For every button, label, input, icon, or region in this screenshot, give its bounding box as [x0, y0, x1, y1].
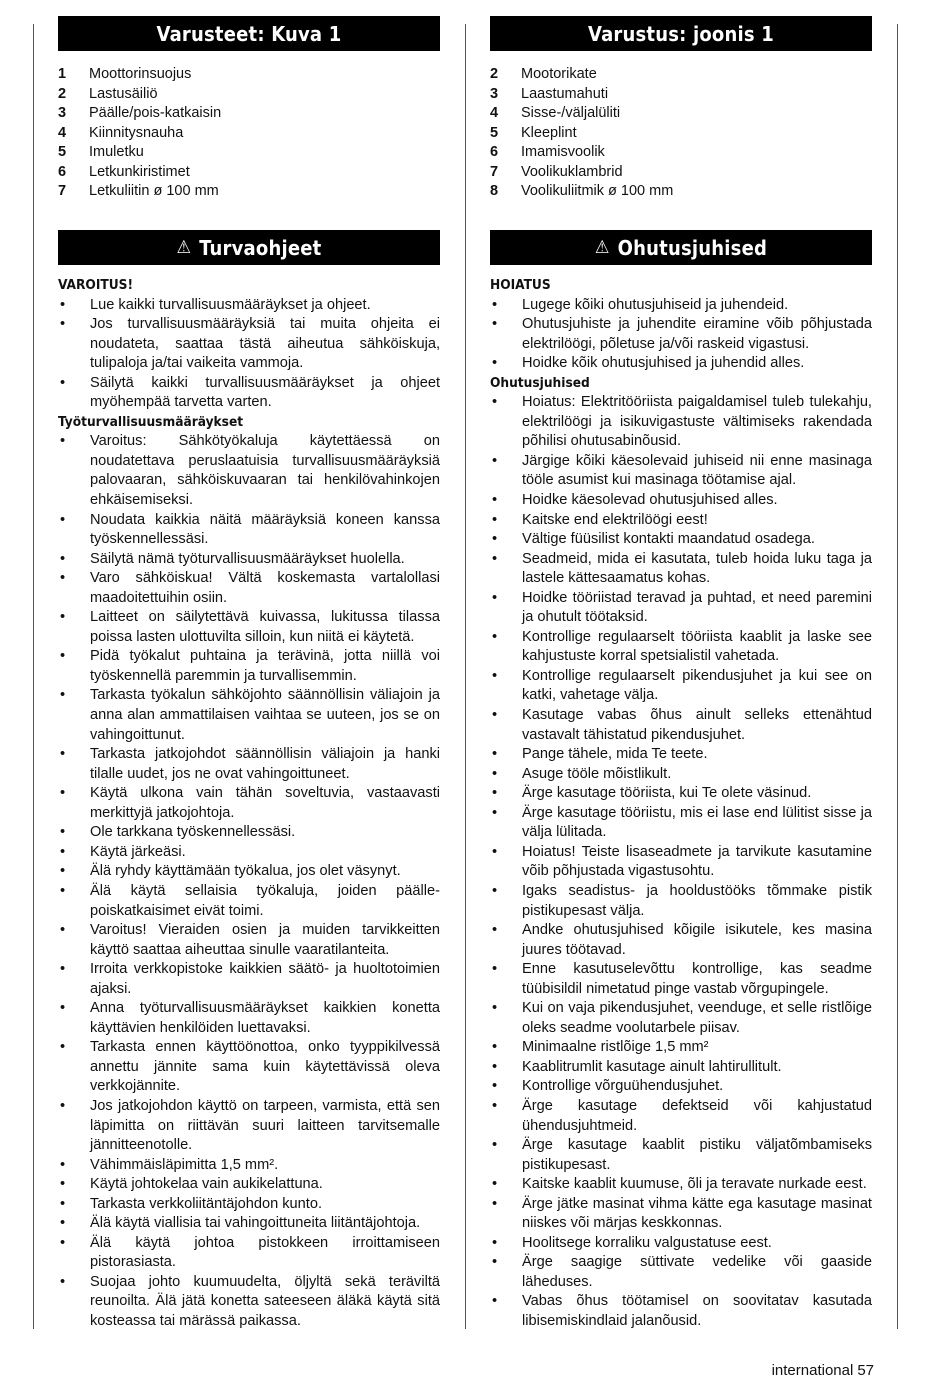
safety-bullet-item — [490, 296, 872, 316]
bullet-icon: • — [492, 1097, 498, 1114]
safety-bullet-text: Hoidke tööriistad teravad ja puhtad, et need paremini ja ohutult töötaksid. — [522, 589, 872, 626]
bullet-icon: • — [492, 785, 498, 802]
safety-bullet-item — [58, 374, 440, 413]
part-number: 7 — [58, 183, 67, 199]
part-number: 8 — [490, 183, 499, 199]
safety-bullet-item — [58, 882, 440, 921]
safety-bullet-text: Varoitus: Sähkötyökaluja käytettäessä on noudatettava peruslaatuisia turvallisuusmääräyksiä palovaaran, sähköiskuvaaran tai henkilövahinkojen ehkäisemiseksi. — [90, 433, 440, 509]
safety-bullet-text: Kaitske end elektrilöögi eest! — [522, 511, 708, 528]
warning-icon: ⚠ — [176, 237, 192, 258]
safety-bullet-text: Ohutusjuhiste ja juhendite eiramine võib põhjustada elektrilöögi, põletuse ja/või raskeid vigastusi. — [522, 316, 872, 352]
bullet-icon: • — [60, 550, 66, 567]
parts-list-item — [58, 143, 440, 163]
safety-bullet-item — [490, 882, 872, 921]
part-number: 4 — [490, 105, 499, 121]
bullet-icon: • — [492, 922, 498, 939]
safety-bullet-text: Vähimmäisläpimitta 1,5 mm². — [90, 1156, 279, 1173]
safety-bullet-text: Älä käytä johtoa pistokkeen irroittamiseen pistorasiasta. — [90, 1234, 440, 1271]
bullet-icon: • — [492, 1058, 498, 1075]
bullet-icon: • — [492, 882, 498, 899]
bullet-icon: • — [492, 961, 498, 978]
safety-bullet-item — [58, 1234, 440, 1273]
safety-bullet-text: Ärge kasutage tööriista, kui Te olete väsinud. — [522, 785, 812, 802]
safety-bullet-text: Varo sähköiskua! Vältä koskemasta vartalollasi maadoitettuihin osiin. — [90, 570, 440, 606]
safety-bullet-item — [58, 686, 440, 745]
safety-bullet-item — [58, 315, 440, 374]
safety-bullet-text: Käytä johtokelaa vain aukikelattuna. — [90, 1176, 323, 1193]
safety-bullet-item — [490, 804, 872, 843]
part-label: Moottorinsuojus — [89, 66, 192, 82]
bullet-icon: • — [60, 961, 66, 978]
bullet-icon: • — [60, 609, 66, 626]
part-number: 4 — [58, 124, 67, 141]
safety-bullet-text: Kontrollige regulaarselt tööriista kaablit ja laske see kahjustuste korral spetsialistil vahetada. — [522, 628, 872, 665]
bullet-icon: • — [492, 1137, 498, 1154]
bullet-icon: • — [492, 492, 498, 509]
parts-title: Varusteet: Kuva 1 — [156, 21, 342, 46]
parts-header — [58, 16, 440, 51]
safety-bullet-text: Hoidke käesolevad ohutusjuhised alles. — [522, 492, 778, 509]
safety-bullet-item — [490, 1195, 872, 1234]
safety-bullet-text: Pange tähele, mida Te teete. — [522, 746, 708, 763]
safety-bullet-text: Jos jatkojohdon käyttö on tarpeen, varmista, että sen läpimitta on riittävän suuri laitteen tarvitsemalle jännitteenotolle. — [90, 1097, 440, 1154]
part-number: 6 — [58, 163, 67, 180]
parts-list-item — [490, 104, 872, 124]
safety-bullet-text: Kontrollige võrguühendusjuhet. — [522, 1078, 724, 1095]
safety-bullet-item — [58, 960, 440, 999]
bullet-icon: • — [492, 1176, 498, 1193]
safety-bullet-item — [58, 1195, 440, 1215]
bullet-icon: • — [60, 570, 66, 587]
parts-title: Varustus: joonis 1 — [588, 21, 774, 46]
bullet-icon: • — [492, 667, 498, 684]
safety-bullet-item — [58, 608, 440, 647]
parts-list-item — [490, 163, 872, 183]
parts-list — [490, 65, 872, 202]
safety-bullet-text: Hoiatus: Elektritööriista paigaldamisel tuleb tulekahju, elektrilöögi ja isikuvigastuste vältimiseks rakendada põhilisi ohutusabinõusid. — [522, 394, 872, 450]
safety-bullet-text: Kaablitrumlit kasutage ainult lahtirullitult. — [522, 1058, 782, 1075]
safety-subheading: Ohutusjuhised — [490, 374, 590, 391]
safety-bullet-item — [490, 354, 872, 374]
parts-header — [490, 16, 872, 51]
safety-bullet-item — [490, 1175, 872, 1195]
right-margin-rule — [897, 24, 898, 1329]
safety-bullet-item — [490, 999, 872, 1038]
safety-bullet-text: Minimaalne ristlõige 1,5 mm² — [522, 1039, 709, 1056]
safety-bullet-text: Varoitus! Vieraiden osien ja muiden tarvikkeitten käyttö saattaa aiheuttaa sinulle vaaratilanteita. — [90, 922, 440, 958]
safety-bullet-item — [490, 452, 872, 491]
part-number: 7 — [490, 163, 499, 180]
safety-bullet-text: Ärge kasutage defektseid või kahjustatud ühendusjuhtmeid. — [522, 1097, 872, 1134]
safety-bullet-item — [58, 823, 440, 843]
safety-bullet-text: Kui on vaja pikendusjuhet, veenduge, et selle ristlõige oleks seadme voolutarbele piisav. — [522, 1000, 872, 1036]
bullet-icon: • — [60, 922, 66, 939]
safety-bullet-item — [490, 315, 872, 354]
page-number: 57 — [857, 1362, 874, 1379]
safety-bullet-item — [58, 569, 440, 608]
safety-bullet-item — [58, 1038, 440, 1097]
part-label: Lastusäiliö — [89, 85, 158, 102]
bullet-icon: • — [492, 316, 498, 333]
bullet-icon: • — [60, 1273, 66, 1290]
safety-bullet-item — [490, 921, 872, 960]
bullet-icon: • — [492, 1234, 498, 1251]
safety-bullet-text: Suojaa johto kuumuudelta, öljyltä sekä teräviltä reunoilta. Älä jätä konetta sateeseen äläkä käytä sitä kosteassa tai märässä paikassa. — [90, 1273, 440, 1329]
safety-bullet-text: Seadmeid, mida ei kasutata, tuleb hoida luku taga ja lastele kättesaamatus kohas. — [522, 550, 872, 587]
bullet-icon: • — [492, 1000, 498, 1017]
parts-list-item — [490, 143, 872, 163]
safety-header — [490, 230, 872, 265]
part-label: Voolikuklambrid — [521, 163, 623, 180]
safety-bullet-item — [490, 706, 872, 745]
bullet-icon: • — [60, 1215, 66, 1232]
bullet-icon: • — [492, 452, 498, 469]
part-label: Sisse-/väljalüliti — [521, 105, 621, 121]
left-margin-rule — [33, 24, 34, 1329]
safety-bullet-item — [58, 1214, 440, 1234]
bullet-icon: • — [60, 511, 66, 528]
safety-bullet-item — [58, 550, 440, 570]
part-label: Kleeplint — [521, 124, 577, 141]
parts-list-item — [58, 163, 440, 183]
safety-bullet-text: Tarkasta verkkoliitäntäjohdon kunto. — [90, 1195, 323, 1212]
safety-bullet-text: Hoiatus! Teiste lisaseadmete ja tarvikute kasutamine võib põhjustada vigastusohtu. — [522, 843, 872, 880]
safety-bullet-item — [58, 1273, 440, 1332]
safety-bullet-item — [490, 745, 872, 765]
safety-bullet-item — [58, 511, 440, 550]
safety-subheading: HOIATUS — [490, 277, 551, 293]
center-rule — [465, 24, 466, 1329]
safety-bullet-item — [58, 1097, 440, 1156]
safety-bullet-text: Säilytä kaikki turvallisuusmääräykset ja ohjeet myöhempää tarvetta varten. — [90, 374, 440, 411]
safety-bullet-text: Tarkasta jatkojohdot säännöllisin väliajoin ja hanki tilalle uudet, jos ne ovat vahingoittuneet. — [90, 746, 440, 782]
safety-bullet-item — [58, 1156, 440, 1176]
safety-bullet-text: Älä ryhdy käyttämään työkalua, jos olet väsynyt. — [90, 863, 401, 880]
bullet-icon: • — [492, 511, 498, 528]
safety-bullet-text: Anna työturvallisuusmääräykset kaikkien konetta käyttävien henkilöiden luettavaksi. — [90, 1000, 440, 1036]
safety-bullet-text: Säilytä nämä työturvallisuusmääräykset huolella. — [90, 550, 405, 567]
bullet-icon: • — [60, 843, 66, 860]
safety-bullet-text: Ärge kasutage tööriistu, mis ei lase end lülitist sisse ja välja lülitada. — [522, 804, 872, 841]
bullet-icon: • — [60, 785, 66, 802]
safety-bullet-text: Enne kasutuselevõttu kontrollige, kas seadme tüübisildil nimetatud pinge vastab võrgupingele. — [522, 961, 872, 997]
safety-bullet-text: Andke ohutusjuhised kõigile isikutele, kes masina juures töötavad. — [522, 922, 872, 958]
safety-title: Turvaohjeet — [199, 235, 322, 260]
part-label: Päälle/pois-katkaisin — [89, 105, 222, 121]
safety-bullet-item — [58, 862, 440, 882]
safety-bullet-text: Laitteet on säilytettävä kuivassa, lukitussa tilassa poissa lasten ulottuvilta silloin, kun niitä ei käytetä. — [90, 609, 440, 645]
safety-bullet-text: Älä käytä sellaisia työkaluja, joiden päälle-poiskatkaisimet eivät toimi. — [90, 882, 440, 919]
bullet-icon: • — [60, 374, 66, 391]
bullet-icon: • — [60, 863, 66, 880]
safety-bullet-text: Irroita verkkopistoke kaikkien säätö- ja huoltotoimien ajaksi. — [90, 961, 440, 997]
safety-bullet-item — [490, 491, 872, 511]
warning-icon: ⚠ — [594, 237, 610, 258]
safety-bullet-item — [490, 1136, 872, 1175]
safety-bullet-item — [490, 784, 872, 804]
safety-bullet-item — [58, 999, 440, 1038]
safety-bullet-text: Noudata kaikkia näitä määräyksiä koneen kanssa työskennellessäsi. — [90, 511, 440, 548]
safety-bullet-item — [490, 1058, 872, 1078]
parts-list-item — [58, 65, 440, 85]
bullet-icon: • — [492, 1195, 498, 1212]
safety-bullet-item — [490, 1234, 872, 1254]
bullet-icon: • — [492, 765, 498, 782]
safety-bullet-item — [58, 745, 440, 784]
safety-bullet-text: Kasutage vabas õhus ainult selleks ettenähtud vastavalt tähistatud pikendusjuhet. — [522, 707, 872, 743]
parts-list-item — [58, 104, 440, 124]
bullet-icon: • — [60, 746, 66, 763]
safety-bullet-item — [490, 1038, 872, 1058]
safety-bullet-item — [490, 511, 872, 531]
safety-bullet-text: Igaks seadistus- ja hooldustööks tõmmake pistik pistikupesast välja. — [522, 882, 872, 919]
safety-bullet-text: Käytä järkeäsi. — [90, 843, 186, 860]
part-number: 1 — [58, 66, 67, 82]
part-label: Imuletku — [89, 144, 144, 160]
safety-bullet-item — [58, 784, 440, 823]
bullet-icon: • — [60, 296, 66, 313]
safety-subheading: Työturvallisuusmääräykset — [58, 413, 244, 430]
bullet-icon: • — [492, 589, 498, 606]
part-label: Letkunkiristimet — [89, 163, 190, 180]
bullet-icon: • — [60, 433, 66, 450]
bullet-icon: • — [492, 746, 498, 763]
bullet-icon: • — [60, 1176, 66, 1193]
bullet-icon: • — [492, 355, 498, 372]
bullet-icon: • — [60, 882, 66, 899]
bullet-icon: • — [60, 824, 66, 841]
safety-bullet-item — [58, 647, 440, 686]
safety-header — [58, 230, 440, 265]
bullet-icon: • — [492, 1293, 498, 1310]
parts-list — [58, 65, 440, 202]
parts-list-item — [58, 85, 440, 105]
left-column — [58, 16, 440, 202]
safety-bullet-item — [490, 589, 872, 628]
bullet-icon: • — [492, 531, 498, 548]
part-number: 2 — [58, 85, 67, 102]
bullet-icon: • — [492, 628, 498, 645]
right-column — [490, 16, 872, 202]
bullet-icon: • — [492, 1254, 498, 1271]
safety-bullet-text: Pidä työkalut puhtaina ja terävinä, jotta niillä voi työskennellä paremmin ja turvallisemmin. — [90, 648, 440, 684]
safety-title: Ohutusjuhised — [617, 235, 768, 260]
safety-bullet-text: Lue kaikki turvallisuusmääräykset ja ohjeet. — [90, 296, 371, 313]
safety-bullet-text: Tarkasta ennen käyttöönottoa, onko tyyppikilvessä annettu jännite sama kuin käytettävissä oleva verkkojännite. — [90, 1039, 440, 1095]
bullet-icon: • — [492, 1078, 498, 1095]
bullet-icon: • — [60, 1097, 66, 1114]
safety-bullet-item — [490, 628, 872, 667]
parts-list-item — [490, 124, 872, 144]
safety-bullet-text: Kontrollige regulaarselt pikendusjuhet ja kui see on katki, vahetage välja. — [522, 667, 872, 704]
safety-bullet-item — [490, 843, 872, 882]
safety-bullet-text: Tarkasta työkalun sähköjohto säännöllisin väliajoin ja anna alan ammattilaisen vaihtaa se uuteen, jos se on vahingoittunut. — [90, 687, 440, 743]
safety-subheading: VAROITUS! — [58, 277, 134, 293]
safety-bullet-text: Kaitske kaablit kuumuse, õli ja teravate nurkade eest. — [522, 1176, 867, 1193]
part-number: 3 — [490, 85, 499, 102]
safety-bullet-text: Lugege kõiki ohutusjuhiseid ja juhendeid. — [522, 296, 789, 313]
safety-bullet-text: Hoolitsege korraliku valgustatuse eest. — [522, 1234, 772, 1251]
safety-bullet-text: Käytä ulkona vain tähän soveltuvia, vastaavasti merkittyjä jatkojohtoja. — [90, 785, 440, 821]
bullet-icon: • — [60, 316, 66, 333]
bullet-icon: • — [60, 1156, 66, 1173]
safety-bullet-item — [490, 1097, 872, 1136]
safety-bullet-text: Ärge jätke masinat vihma kätte ega kasutage masinat niiskes või märjas keskkonnas. — [522, 1195, 872, 1232]
bullet-icon: • — [60, 1195, 66, 1212]
safety-bullet-item — [490, 550, 872, 589]
part-number: 5 — [490, 124, 499, 141]
safety-bullet-item — [490, 1292, 872, 1331]
bullet-icon: • — [492, 1039, 498, 1056]
parts-list-item — [490, 65, 872, 85]
safety-bullet-text: Jos turvallisuusmääräyksiä tai muita ohjeita ei noudateta, saattaa tästä aiheutua sähköiskuja, tulipaloja ja/tai vaikeita vammoja. — [90, 316, 440, 372]
safety-bullet-text: Järgige kõiki käesolevaid juhiseid nii enne masinaga tööle asumist kui masinaga töötamise ajal. — [522, 452, 872, 489]
safety-bullet-item — [490, 393, 872, 452]
parts-list-item — [490, 182, 872, 202]
safety-bullet-item — [58, 843, 440, 863]
safety-bullet-item — [58, 432, 440, 510]
safety-bullet-item — [490, 530, 872, 550]
part-label: Laastumahuti — [521, 85, 609, 102]
bullet-icon: • — [492, 707, 498, 724]
safety-bullet-text: Ole tarkkana työskennellessäsi. — [90, 824, 296, 841]
safety-bullet-text: Älä käytä viallisia tai vahingoittuneita liitäntäjohtoja. — [90, 1215, 421, 1232]
part-number: 3 — [58, 105, 67, 121]
part-label: Mootorikate — [521, 66, 597, 82]
safety-text — [490, 276, 872, 1332]
left-safety-section — [58, 230, 440, 1332]
safety-bullet-item — [58, 1175, 440, 1195]
part-number: 2 — [490, 66, 499, 82]
bullet-icon: • — [492, 296, 498, 313]
safety-bullet-item — [490, 667, 872, 706]
safety-bullet-text: Ärge saagige süttivate vedelike või gaaside läheduses. — [522, 1254, 872, 1290]
parts-list-item — [490, 85, 872, 105]
bullet-icon: • — [492, 394, 498, 411]
safety-bullet-item — [490, 1077, 872, 1097]
part-number: 5 — [58, 144, 67, 160]
bullet-icon: • — [60, 1039, 66, 1056]
bullet-icon: • — [492, 550, 498, 567]
safety-bullet-item — [58, 921, 440, 960]
safety-bullet-text: Vältige füüsilist kontakti maandatud osadega. — [522, 531, 815, 548]
bullet-icon: • — [60, 687, 66, 704]
bullet-icon: • — [60, 1234, 66, 1251]
safety-bullet-item — [490, 765, 872, 785]
safety-text — [58, 276, 440, 1332]
right-safety-section — [490, 230, 872, 1332]
safety-bullet-text: Hoidke kõik ohutusjuhised ja juhendid alles. — [522, 355, 805, 372]
part-number: 6 — [490, 144, 499, 160]
safety-bullet-text: Vabas õhus töötamisel on soovitatav kasutada libisemiskindlaid jalanõusid. — [522, 1293, 872, 1329]
parts-list-item — [58, 182, 440, 202]
bullet-icon: • — [492, 804, 498, 821]
page-footer — [772, 1362, 874, 1379]
part-label: Voolikuliitmik ø 100 mm — [521, 183, 674, 199]
safety-bullet-item — [58, 296, 440, 316]
part-label: Letkuliitin ø 100 mm — [89, 183, 219, 199]
bullet-icon: • — [60, 648, 66, 665]
part-label: Imamisvoolik — [521, 144, 605, 160]
bullet-icon: • — [60, 1000, 66, 1017]
safety-bullet-item — [490, 960, 872, 999]
bullet-icon: • — [492, 843, 498, 860]
footer-label: international — [771, 1362, 854, 1379]
parts-list-item — [58, 124, 440, 144]
safety-bullet-text: Asuge tööle mõistlikult. — [522, 765, 672, 782]
part-label: Kiinnitysnauha — [89, 124, 184, 141]
safety-bullet-text: Ärge kasutage kaablit pistiku väljatõmbamiseks pistikupesast. — [522, 1137, 872, 1173]
safety-bullet-item — [490, 1253, 872, 1292]
